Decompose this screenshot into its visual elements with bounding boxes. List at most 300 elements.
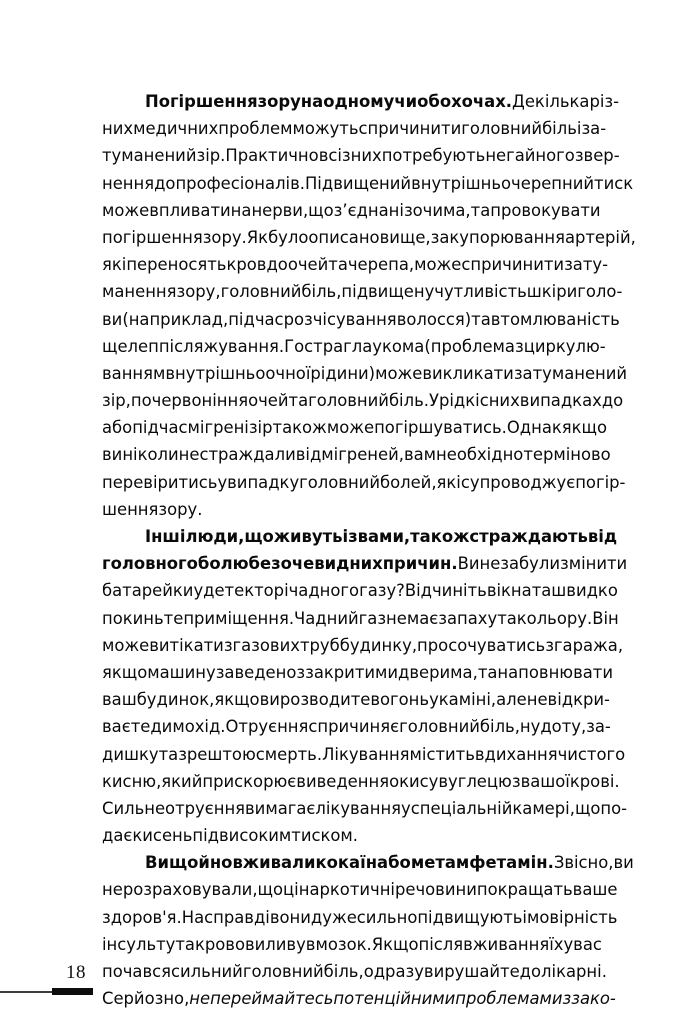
- word: погіршуватись.: [374, 418, 507, 438]
- word: чистого: [557, 744, 626, 764]
- word: газових: [232, 635, 300, 655]
- word: нення: [102, 173, 155, 193]
- word: які: [102, 255, 127, 275]
- word: з: [514, 336, 524, 356]
- word: вогонь: [370, 690, 430, 710]
- word: вище,: [379, 227, 431, 247]
- text-line: [102, 363, 628, 391]
- text-line: [102, 826, 590, 853]
- text-line: [102, 853, 634, 880]
- word: до: [601, 391, 624, 411]
- word: мігреней,: [321, 445, 404, 465]
- word: туманений: [102, 146, 197, 166]
- word: отруєння: [165, 798, 246, 818]
- word: закритими: [305, 662, 399, 682]
- word: час: [158, 418, 188, 438]
- word: втомлюваність: [490, 309, 620, 329]
- word: проблемами: [455, 989, 563, 1009]
- word: крововиливу: [194, 934, 306, 954]
- word: вам: [403, 445, 437, 465]
- word: не: [386, 608, 407, 628]
- word: біль: [542, 119, 577, 139]
- word: під: [228, 309, 255, 329]
- word: випадках: [519, 391, 602, 411]
- word: приміщення.: [183, 608, 295, 628]
- word: зако-: [571, 989, 616, 1009]
- word: та: [497, 608, 517, 628]
- text-line: [102, 146, 620, 173]
- word: вуглецю: [438, 771, 512, 791]
- word: погір-: [575, 472, 626, 492]
- word: Ви: [457, 554, 480, 574]
- word: заведено: [215, 662, 297, 682]
- word: артерій,: [564, 227, 636, 247]
- word: зору,: [176, 282, 221, 302]
- word: камері,: [512, 798, 575, 818]
- word: містить: [409, 744, 475, 764]
- text-line: [102, 227, 636, 255]
- word: необхідно: [436, 445, 524, 465]
- word: біль.: [388, 391, 429, 411]
- word: детекторі: [203, 581, 289, 601]
- word: просочуватись: [417, 635, 546, 655]
- word: головний: [308, 391, 389, 411]
- word: манення: [102, 282, 177, 302]
- word: погіршення: [102, 227, 203, 247]
- word: окису: [389, 771, 439, 791]
- lead-in-word: головного: [102, 554, 198, 574]
- word: батарейки: [102, 581, 194, 601]
- word: може: [414, 255, 462, 275]
- lead-in-word: від: [587, 527, 618, 546]
- word: з: [341, 146, 351, 166]
- word: будинок,: [136, 690, 215, 710]
- word: та: [158, 744, 179, 764]
- word: з: [223, 635, 233, 655]
- word: смерть.: [255, 744, 323, 764]
- word: Як: [246, 227, 269, 247]
- word: з: [545, 635, 554, 655]
- word: не: [526, 690, 548, 710]
- word: та: [531, 581, 552, 601]
- word: якщо: [561, 418, 608, 438]
- word: вирушайте: [423, 962, 520, 981]
- lead-in-word: очах.: [461, 92, 513, 111]
- text-line: [102, 200, 601, 228]
- word: у: [563, 934, 574, 954]
- word: потенційними: [333, 989, 456, 1009]
- paragraph: [102, 853, 634, 1016]
- lead-in-word: очевидних: [280, 554, 383, 574]
- word: біль,: [301, 282, 342, 302]
- word: який: [161, 771, 203, 791]
- word: провокувати: [490, 200, 601, 220]
- paragraph: [102, 527, 628, 853]
- word: не: [479, 554, 501, 574]
- text-line: [102, 690, 610, 717]
- word: покращать: [476, 880, 573, 900]
- word: машину: [147, 662, 216, 682]
- word: наркотичні: [298, 880, 395, 900]
- word: в: [305, 934, 316, 954]
- word: шення: [102, 499, 159, 519]
- word: проблем: [218, 119, 293, 139]
- word: покиньте: [102, 608, 184, 628]
- word: ваш: [102, 690, 137, 710]
- word: внутрішньочерепний: [411, 173, 595, 193]
- word: не: [102, 880, 123, 900]
- word: спеціальній: [410, 798, 513, 818]
- text-line: [102, 662, 613, 690]
- word: якщо: [102, 662, 148, 682]
- word: з: [296, 662, 306, 682]
- text-line: [102, 527, 618, 554]
- word: (проблема: [424, 336, 515, 356]
- lead-in-word: метамфетамін.: [410, 853, 554, 873]
- word: мігрені: [187, 418, 249, 438]
- word: під: [132, 418, 159, 438]
- lead-in-word: одному: [323, 92, 395, 111]
- word: болей,: [379, 472, 437, 492]
- word: підвищену: [341, 282, 435, 302]
- lead-in-word: вами,: [357, 527, 411, 546]
- word: Насправді: [181, 907, 270, 927]
- word: вимагає: [245, 798, 316, 818]
- word: мозок.: [315, 934, 372, 954]
- word: на: [230, 200, 252, 220]
- word: може: [102, 200, 150, 220]
- lead-in-word: Погіршення: [145, 92, 258, 111]
- word: запаху: [438, 608, 498, 628]
- word: них: [102, 119, 134, 139]
- word: що: [308, 200, 334, 220]
- text-line: [102, 554, 628, 581]
- lead-in-word: із: [342, 527, 358, 546]
- text-line: [102, 771, 620, 799]
- word: Серйозно,: [102, 989, 190, 1009]
- text-line: [102, 717, 611, 744]
- word: спричинити: [461, 255, 565, 275]
- word: нерви,: [251, 200, 309, 220]
- word: кольору.: [516, 608, 593, 628]
- word: затуманений: [513, 363, 628, 383]
- word: у: [193, 581, 204, 601]
- word: розводите: [279, 690, 371, 710]
- word: також: [272, 418, 327, 438]
- word: тиск: [594, 173, 634, 193]
- word: викликати: [422, 363, 514, 383]
- word: жування.: [203, 336, 285, 356]
- lead-in-word: зору: [257, 92, 301, 111]
- text-line: [102, 608, 619, 636]
- word: потребують: [381, 146, 486, 166]
- word: Сильне: [102, 798, 166, 818]
- word: вони: [269, 907, 311, 927]
- word: ці: [283, 880, 299, 900]
- word: ніколи: [122, 445, 179, 465]
- word: ви: [102, 309, 123, 329]
- lead-in-word: або: [377, 853, 411, 873]
- word: будинку,: [339, 635, 418, 655]
- word: каміні,: [438, 690, 497, 710]
- word: впливати: [149, 200, 231, 220]
- word: звер-: [574, 146, 620, 166]
- word: очей: [248, 391, 289, 411]
- word: або: [102, 418, 133, 438]
- word: рідини): [310, 363, 376, 383]
- text-line: [102, 119, 607, 146]
- word: Однак: [506, 418, 562, 438]
- word: ваєте: [102, 717, 151, 737]
- word: головний: [399, 717, 480, 737]
- word: зору.: [202, 227, 247, 247]
- word: змінити: [560, 554, 628, 574]
- word: з: [403, 200, 413, 220]
- word: медичних: [133, 119, 219, 139]
- text-line: [102, 92, 620, 119]
- word: сильний: [171, 962, 243, 981]
- text-line: [102, 500, 590, 527]
- word: та: [288, 391, 309, 411]
- text-line: [102, 309, 620, 337]
- word: вас: [573, 934, 602, 954]
- word: головний: [461, 119, 543, 139]
- word: розраховували,: [122, 880, 258, 900]
- word: різ-: [589, 92, 620, 111]
- word: дає: [102, 826, 133, 846]
- word: у: [217, 472, 228, 492]
- word: наповнювати: [497, 662, 613, 682]
- word: швидко: [551, 581, 618, 601]
- text-line: [102, 635, 624, 663]
- word: відкри-: [547, 690, 610, 710]
- word: Звісно,: [553, 853, 614, 873]
- word: нудоту,: [519, 717, 587, 737]
- word: чадного: [288, 581, 360, 601]
- word: негайного: [485, 146, 575, 166]
- word: зір.: [196, 146, 226, 166]
- word: очима,: [412, 200, 471, 220]
- word: труб: [299, 635, 340, 655]
- word: ви: [102, 445, 123, 465]
- text-line: [102, 255, 608, 282]
- text-line: [102, 798, 628, 826]
- word: випадку: [227, 472, 300, 492]
- word: вдихання: [474, 744, 558, 764]
- word: гаража,: [553, 635, 624, 655]
- text-line: [102, 907, 618, 935]
- word: зору.: [158, 499, 203, 519]
- word: у: [401, 798, 411, 818]
- word: що: [574, 798, 601, 818]
- word: Гостра: [284, 336, 344, 356]
- word: може: [375, 363, 423, 383]
- word: та: [471, 309, 491, 329]
- lead-in-word: люди,: [185, 527, 245, 546]
- text-line: [102, 391, 624, 418]
- word: прискорює: [202, 771, 297, 791]
- word: почався: [102, 962, 172, 981]
- word: почервоніння: [130, 391, 249, 411]
- word: ви: [259, 690, 280, 710]
- text-line: [102, 880, 618, 907]
- word: Лікування: [322, 744, 410, 764]
- word: після: [418, 934, 464, 954]
- word: що: [257, 880, 284, 900]
- word: Отруєння: [225, 717, 309, 737]
- word: підвищують: [417, 907, 523, 927]
- lead-in-word: вживали: [232, 853, 316, 873]
- word: очей: [287, 255, 329, 275]
- body-text-column: [102, 92, 636, 1016]
- word: зату-: [564, 255, 608, 275]
- word: розчісування: [283, 309, 397, 329]
- paragraph: [102, 92, 636, 527]
- word: щелеп: [102, 336, 159, 356]
- word: забули: [500, 554, 560, 574]
- word: з’єднані: [333, 200, 404, 220]
- word: одразу: [363, 962, 424, 981]
- word: не: [189, 989, 211, 1009]
- word: за-: [586, 717, 611, 737]
- word: може: [102, 635, 150, 655]
- word: переймайтесь: [210, 989, 334, 1009]
- word: речовини: [394, 880, 477, 900]
- word: після: [158, 336, 204, 356]
- word: терміново: [523, 445, 611, 465]
- word: черепа,: [347, 255, 415, 275]
- word: та: [328, 255, 348, 275]
- text-line: [102, 962, 607, 989]
- word: професіоналів.: [175, 173, 305, 193]
- word: Підвищений: [304, 173, 412, 193]
- word: від: [295, 445, 322, 465]
- word: закупорювання: [430, 227, 565, 247]
- footer-rule-thick: [52, 988, 93, 995]
- word: може: [326, 418, 375, 438]
- word: вашої: [520, 771, 570, 791]
- word: головний: [220, 282, 302, 302]
- text-line: [102, 744, 626, 772]
- word: Практично: [225, 146, 319, 166]
- word: час: [254, 309, 284, 329]
- text-line: [102, 336, 606, 364]
- word: (наприклад,: [122, 309, 229, 329]
- word: лікарні.: [541, 962, 607, 981]
- word: виведення: [296, 771, 390, 791]
- text-line: [102, 989, 616, 1016]
- word: було: [268, 227, 309, 247]
- lead-in-word: що: [244, 527, 274, 546]
- word: описано: [308, 227, 380, 247]
- word: перевіритись: [102, 472, 218, 492]
- word: Він: [592, 608, 619, 628]
- word: з: [562, 989, 572, 1009]
- lead-in-word: без: [248, 554, 281, 574]
- lead-in-word: Ви: [145, 853, 169, 873]
- lead-in-word: Інші: [145, 527, 186, 546]
- word: димохід.: [150, 717, 226, 737]
- word: які: [436, 472, 461, 492]
- word: під: [192, 826, 220, 846]
- word: газ: [358, 608, 387, 628]
- word: внутрішньоочної: [165, 363, 311, 383]
- word: біль,: [323, 962, 364, 981]
- word: кисень: [132, 826, 193, 846]
- word: з: [511, 771, 521, 791]
- word: біль,: [479, 717, 520, 737]
- word: газу?: [359, 581, 405, 601]
- text-line: [102, 445, 611, 472]
- word: у: [429, 690, 439, 710]
- word: і: [576, 119, 582, 139]
- word: супроводжує: [460, 472, 576, 492]
- word: Відчиніть: [404, 581, 487, 601]
- word: головний: [242, 962, 324, 981]
- text-line: [102, 418, 608, 445]
- footer-rule-thin: [0, 991, 53, 993]
- word: чутливість: [434, 282, 527, 302]
- word: зір,: [102, 391, 131, 411]
- word: крові.: [569, 771, 620, 791]
- lead-in-word: живуть: [273, 527, 343, 546]
- lead-in-word: на: [300, 92, 324, 111]
- word: зір: [248, 418, 273, 438]
- word: не: [178, 445, 200, 465]
- word: всі: [318, 146, 342, 166]
- text-line: [102, 472, 626, 500]
- word: ви: [613, 853, 634, 873]
- word: рідкісних: [438, 391, 520, 411]
- word: Якщо: [371, 934, 419, 954]
- word: кров: [226, 255, 267, 275]
- word: тиском.: [291, 826, 359, 846]
- lead-in-word: причин.: [382, 554, 458, 574]
- word: та: [470, 200, 491, 220]
- word: до: [266, 255, 288, 275]
- word: шкіри: [526, 282, 578, 302]
- word: по-: [600, 798, 628, 818]
- word: глаукома: [343, 336, 425, 356]
- lead-in-word: щойно: [168, 853, 233, 873]
- text-line: [102, 173, 634, 201]
- text-line: [102, 282, 623, 309]
- word: переносять: [126, 255, 227, 275]
- word: можуть: [292, 119, 359, 139]
- word: них: [350, 146, 382, 166]
- word: високим: [219, 826, 292, 846]
- word: вживання: [463, 934, 550, 954]
- word: У: [428, 391, 439, 411]
- word: якщо: [214, 690, 260, 710]
- word: та: [175, 934, 195, 954]
- word: страждали: [199, 445, 296, 465]
- word: циркулю-: [523, 336, 606, 356]
- word: сильно: [356, 907, 418, 927]
- lead-in-word: обох: [417, 92, 462, 111]
- text-line: [102, 934, 602, 962]
- word: здоров'я.: [102, 907, 182, 927]
- word: спричинити: [358, 119, 462, 139]
- word: витікати: [149, 635, 224, 655]
- lead-in-word: болю: [197, 554, 249, 574]
- word: за-: [581, 119, 607, 139]
- word: до: [154, 173, 176, 193]
- word: дуже: [310, 907, 357, 927]
- word: ваше: [572, 880, 618, 900]
- word: ванням: [102, 363, 166, 383]
- lead-in-word: також: [410, 527, 470, 546]
